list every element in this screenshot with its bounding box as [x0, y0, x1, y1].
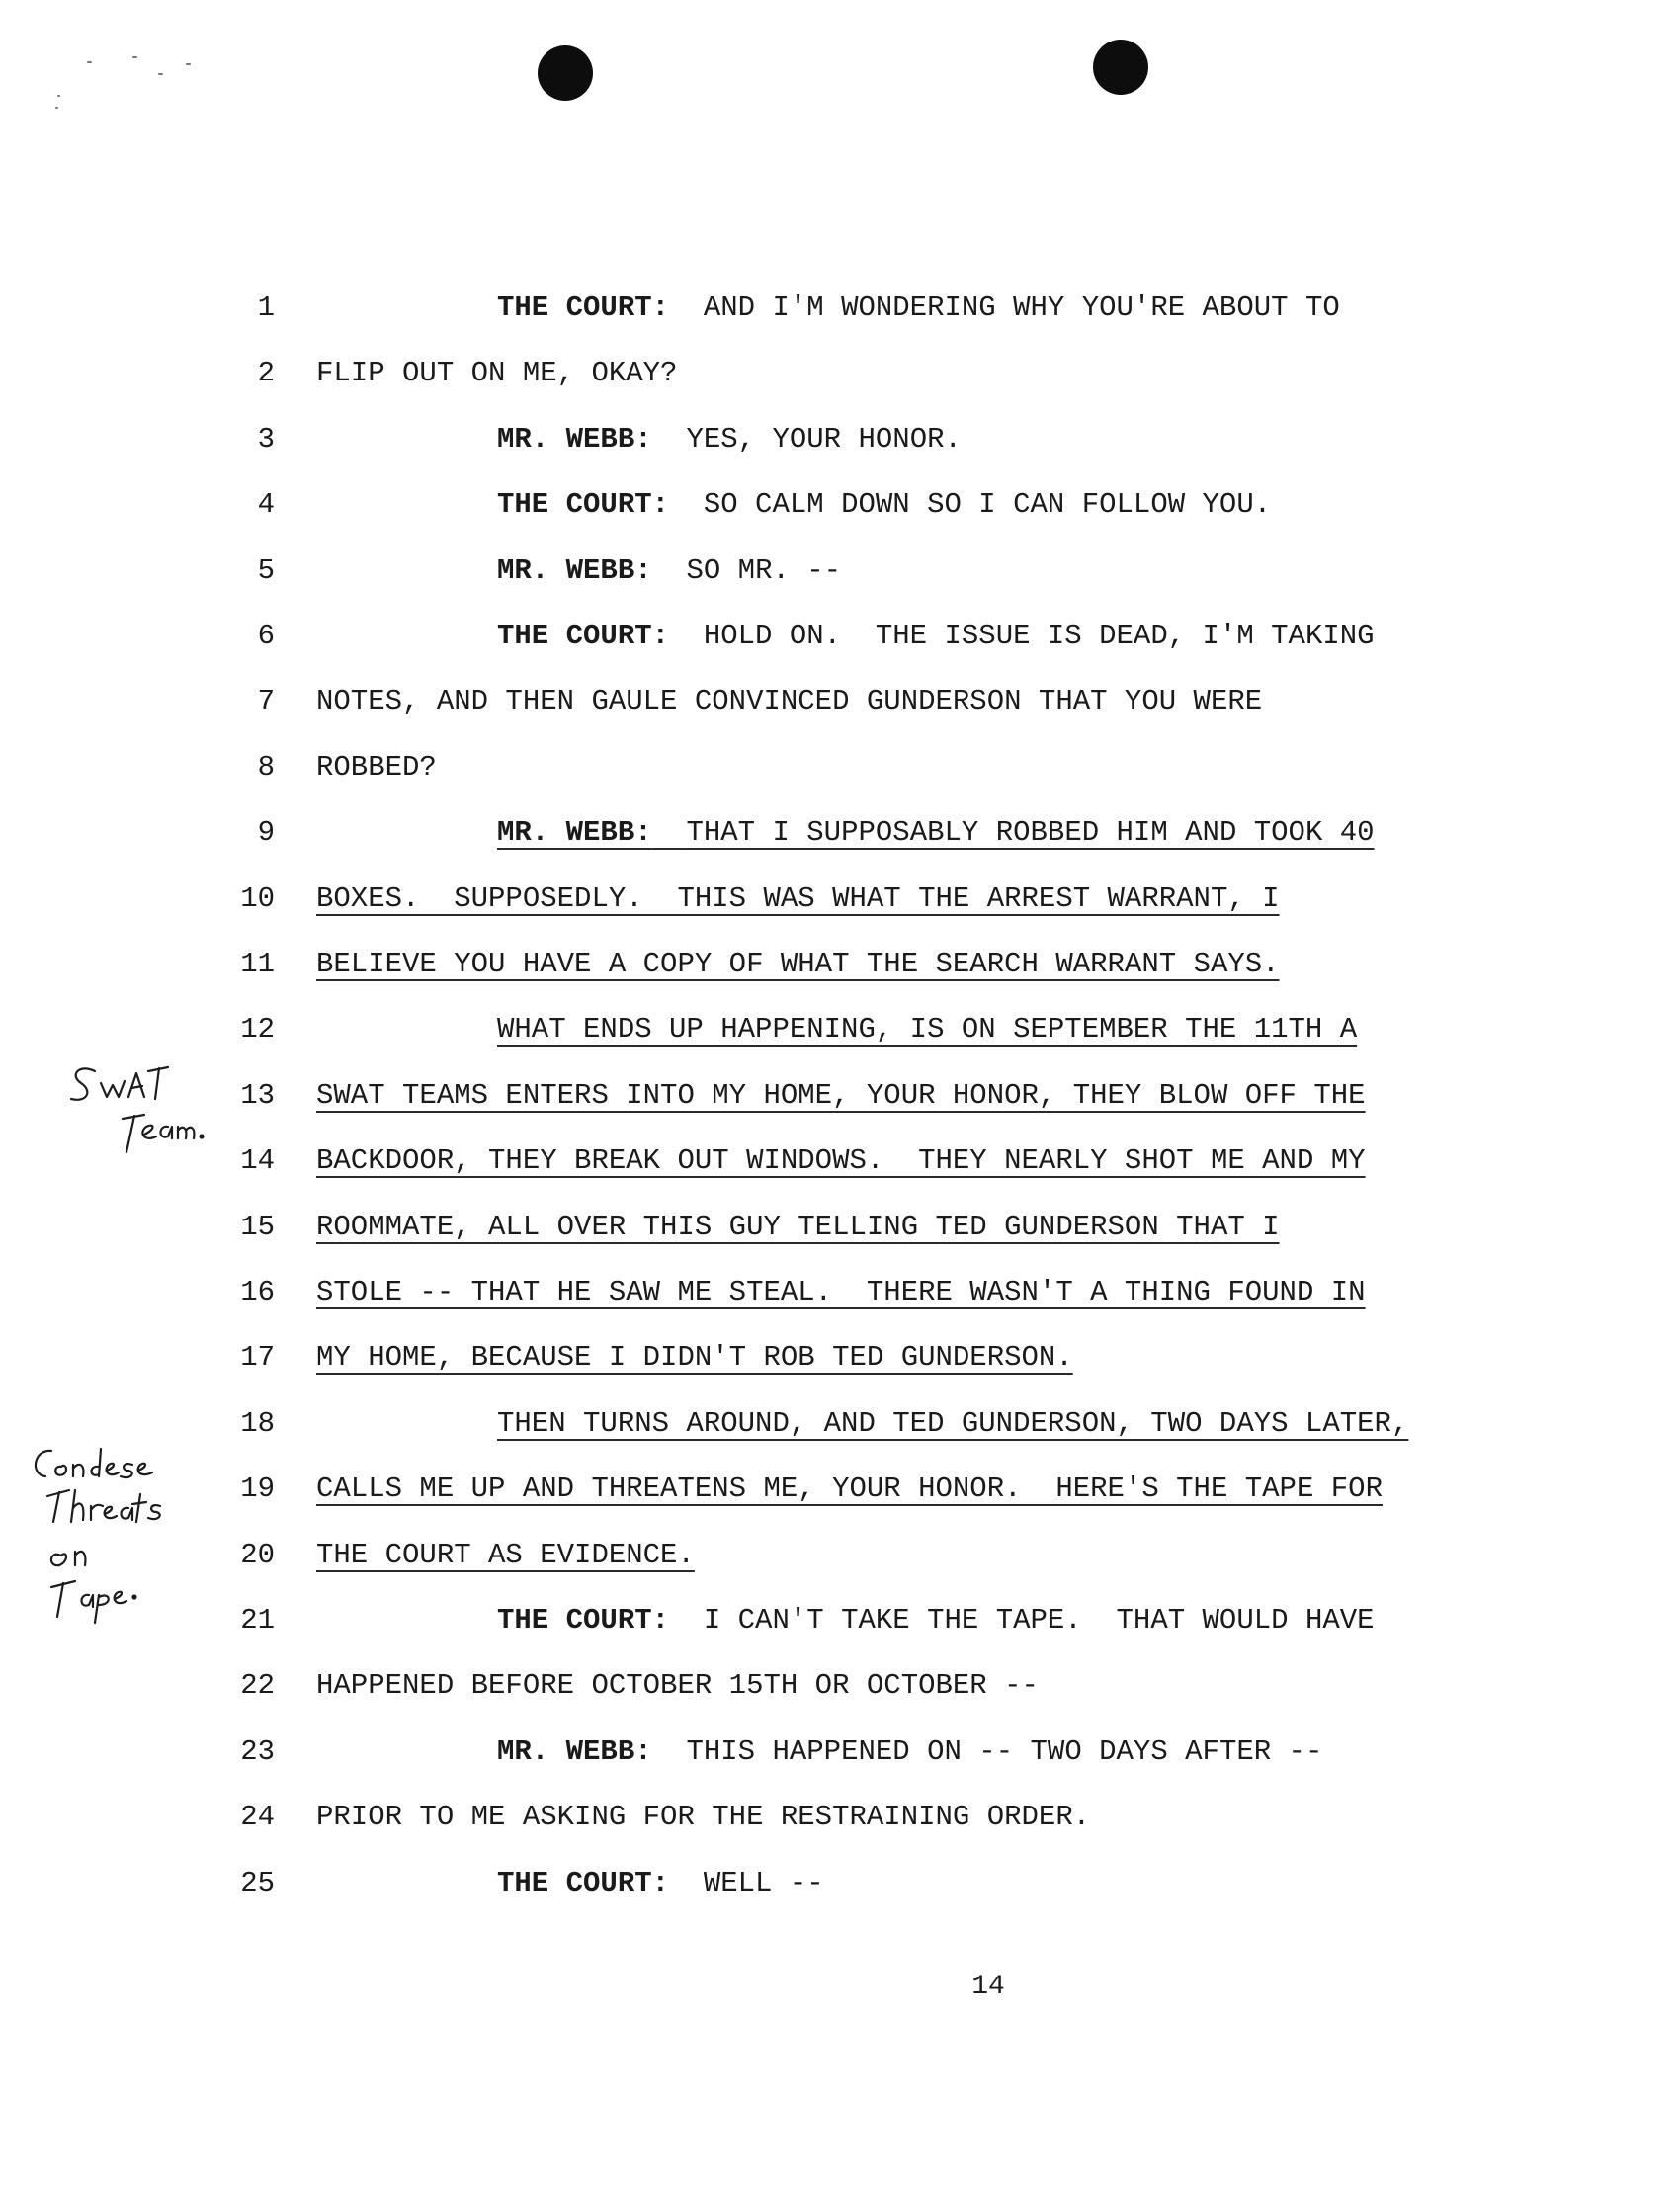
line-number: 15	[240, 1210, 275, 1243]
line-text	[316, 1333, 1073, 1383]
handwritten-note-swat-team	[65, 1057, 233, 1166]
speaker-gap	[652, 1735, 687, 1768]
transcript-line	[0, 1005, 1680, 1054]
speaker-gap	[669, 292, 704, 324]
speaker-label: THE COURT:	[497, 1866, 670, 1899]
transcript-line	[0, 1531, 1680, 1580]
transcript-line	[0, 1859, 1680, 1908]
speaker-label: MR. WEBB:	[497, 816, 652, 850]
line-number: 19	[240, 1472, 275, 1506]
speaker-label: MR. WEBB:	[497, 422, 652, 456]
scan-speck	[87, 61, 92, 63]
speaker-gap	[652, 816, 687, 849]
line-text	[316, 875, 1280, 924]
line-number: 16	[240, 1276, 275, 1308]
spoken-text: AND I'M WONDERING WHY YOU'RE ABOUT TO	[703, 292, 1340, 324]
line-text	[497, 415, 962, 464]
spoken-text: SWAT TEAMS ENTERS INTO MY HOME, YOUR HONOR, THEY BLOW OFF THE	[316, 1078, 1366, 1112]
spoken-text: STOLE -- THAT HE SAW ME STEAL. THERE WASN'T A THING FOUND IN	[316, 1276, 1366, 1308]
spoken-text: BOXES. SUPPOSEDLY. THIS WAS WHAT THE ARREST WARRANT, I	[316, 882, 1280, 915]
line-number: 23	[240, 1734, 275, 1768]
transcript-line	[0, 808, 1680, 858]
line-number: 20	[240, 1538, 275, 1571]
speaker-gap	[652, 423, 687, 456]
speaker-gap	[669, 1604, 704, 1637]
transcript-line	[0, 1727, 1680, 1777]
transcript-line	[0, 940, 1680, 989]
transcript-line	[0, 1661, 1680, 1711]
spoken-text: FLIP OUT ON ME, OKAY?	[316, 357, 678, 390]
transcript-line	[0, 349, 1680, 398]
line-text	[316, 1465, 1383, 1514]
spoken-text: THE COURT AS EVIDENCE.	[316, 1538, 695, 1571]
line-text	[316, 677, 1262, 726]
line-text	[316, 1531, 695, 1580]
line-text	[497, 480, 1271, 530]
line-number: 24	[240, 1801, 275, 1834]
line-number: 25	[240, 1866, 275, 1899]
transcript-line	[0, 284, 1680, 333]
line-text	[497, 1399, 1408, 1449]
scan-speck	[132, 56, 137, 58]
line-number: 7	[257, 685, 275, 718]
transcript-line	[0, 480, 1680, 530]
transcript-line	[0, 1333, 1680, 1383]
transcript-line	[0, 1136, 1680, 1186]
spoken-text: BACKDOOR, THEY BREAK OUT WINDOWS. THEY NEARLY SHOT ME AND MY	[316, 1144, 1366, 1178]
line-text	[316, 1661, 1039, 1711]
speaker-gap	[669, 620, 704, 652]
handwritten-note-threats-tape	[26, 1439, 233, 1627]
spoken-text: WELL --	[703, 1866, 824, 1899]
line-number: 6	[257, 620, 275, 652]
spoken-text: YES, YOUR HONOR.	[686, 422, 962, 456]
line-number: 3	[257, 422, 275, 456]
line-number: 10	[240, 882, 275, 915]
transcript-line	[0, 677, 1680, 726]
line-text	[316, 1203, 1280, 1252]
transcript-line	[0, 1071, 1680, 1121]
transcript-line	[0, 743, 1680, 793]
line-number: 8	[257, 750, 275, 784]
transcript-line	[0, 547, 1680, 596]
spoken-text: SO CALM DOWN SO I CAN FOLLOW YOU.	[703, 488, 1272, 522]
spoken-text: PRIOR TO ME ASKING FOR THE RESTRAINING ORDER.	[316, 1801, 1091, 1834]
transcript-line	[0, 1268, 1680, 1317]
transcript-line	[0, 875, 1680, 924]
spoken-text: I CAN'T TAKE THE TAPE. THAT WOULD HAVE	[703, 1604, 1375, 1637]
spoken-text: HOLD ON. THE ISSUE IS DEAD, I'M TAKING	[703, 620, 1375, 652]
speaker-label: MR. WEBB:	[497, 553, 652, 587]
spoken-text: THAT I SUPPOSABLY ROBBED HIM AND TOOK 40	[686, 816, 1375, 850]
line-text	[497, 547, 841, 596]
speaker-gap	[652, 554, 687, 587]
scan-speck	[158, 73, 163, 75]
transcript-line	[0, 1399, 1680, 1449]
line-text	[497, 612, 1375, 661]
line-number: 13	[240, 1078, 275, 1112]
line-text	[316, 743, 437, 793]
line-text	[316, 349, 677, 398]
spoken-text: THIS HAPPENED ON -- TWO DAYS AFTER --	[686, 1734, 1323, 1768]
spoken-text: CALLS ME UP AND THREATENS ME, YOUR HONOR. HERE'S THE TAPE FOR	[316, 1472, 1383, 1506]
speaker-label: THE COURT:	[497, 292, 670, 324]
line-number: 21	[240, 1604, 275, 1637]
spoken-text: HAPPENED BEFORE OCTOBER 15TH OR OCTOBER --	[316, 1669, 1039, 1703]
spoken-text: ROOMMATE, ALL OVER THIS GUY TELLING TED GUNDERSON THAT I	[316, 1210, 1280, 1243]
spoken-text: ROBBED?	[316, 750, 437, 784]
line-number: 5	[257, 553, 275, 587]
spoken-text: NOTES, AND THEN GAULE CONVINCED GUNDERSON THAT YOU WERE	[316, 685, 1263, 718]
scan-speck	[57, 95, 60, 97]
line-text	[497, 1859, 824, 1908]
speaker-gap	[669, 1867, 704, 1899]
line-number: 9	[257, 816, 275, 850]
line-number: 4	[257, 488, 275, 522]
transcript-line	[0, 1793, 1680, 1842]
line-text	[497, 808, 1375, 858]
spoken-text: THEN TURNS AROUND, AND TED GUNDERSON, TWO DAYS LATER,	[497, 1406, 1409, 1440]
line-text	[497, 1596, 1375, 1645]
line-text	[497, 1005, 1357, 1054]
scan-speck	[186, 63, 191, 65]
transcript-line	[0, 415, 1680, 464]
line-number: 12	[240, 1013, 275, 1047]
line-text	[316, 940, 1280, 989]
binder-hole-left	[538, 45, 593, 101]
transcript-line	[0, 1465, 1680, 1514]
line-text	[497, 1727, 1322, 1777]
line-text	[316, 1793, 1090, 1842]
transcript-line	[0, 612, 1680, 661]
spoken-text: BELIEVE YOU HAVE A COPY OF WHAT THE SEARCH WARRANT SAYS.	[316, 948, 1280, 980]
speaker-label: MR. WEBB:	[497, 1734, 652, 1768]
line-text	[316, 1268, 1366, 1317]
line-number: 22	[240, 1669, 275, 1703]
speaker-label: THE COURT:	[497, 620, 670, 652]
transcript-line	[0, 1596, 1680, 1645]
line-number: 2	[257, 357, 275, 390]
spoken-text: WHAT ENDS UP HAPPENING, IS ON SEPTEMBER THE 11TH A	[497, 1013, 1358, 1047]
speaker-label: THE COURT:	[497, 488, 670, 522]
line-number: 17	[240, 1341, 275, 1375]
spoken-text: MY HOME, BECAUSE I DIDN'T ROB TED GUNDERSON.	[316, 1341, 1073, 1375]
line-number: 14	[240, 1144, 275, 1178]
line-text	[497, 284, 1340, 333]
page-number: 14	[971, 1972, 1005, 2002]
line-text	[316, 1136, 1366, 1186]
scan-speck	[55, 107, 58, 109]
speaker-label: THE COURT:	[497, 1604, 670, 1637]
transcript-line	[0, 1203, 1680, 1252]
line-number: 1	[257, 292, 275, 324]
binder-hole-right	[1093, 40, 1148, 95]
line-text	[316, 1071, 1366, 1121]
spoken-text: SO MR. --	[686, 553, 842, 587]
speaker-gap	[669, 488, 704, 521]
line-number: 11	[240, 948, 275, 980]
line-number: 18	[240, 1406, 275, 1440]
